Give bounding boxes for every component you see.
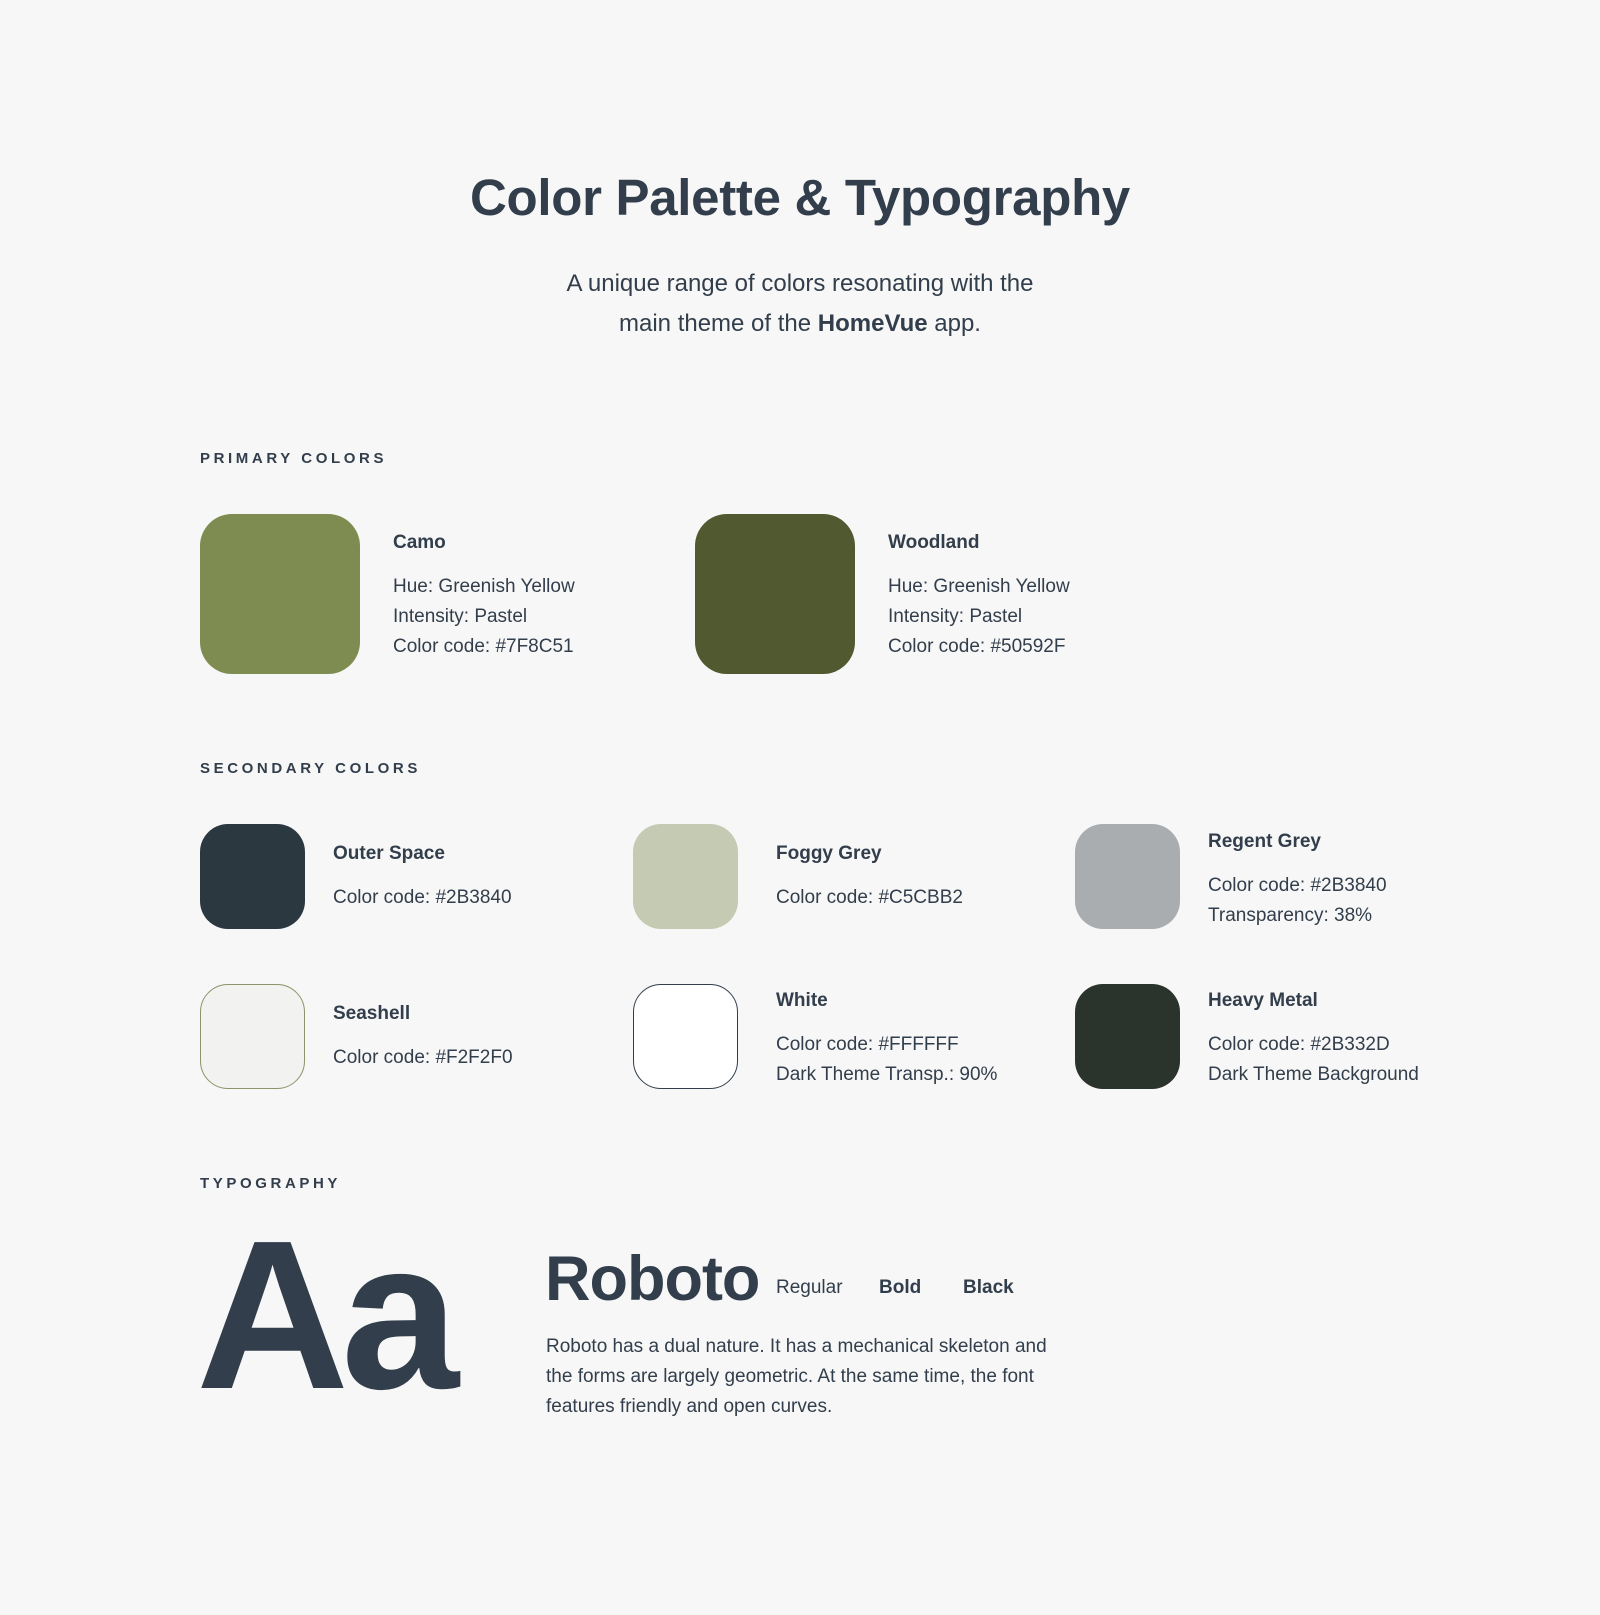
regent-grey-swatch xyxy=(1075,824,1180,929)
outer-space-swatch xyxy=(200,824,305,929)
font-name: Roboto xyxy=(545,1244,760,1314)
color-transparency: Dark Theme Transp.: 90% xyxy=(776,1064,998,1085)
color-name: Seashell xyxy=(333,1003,411,1024)
color-intensity: Intensity: Pastel xyxy=(888,606,1023,627)
color-name: Camo xyxy=(393,532,446,553)
font-description: Roboto has a dual nature. It has a mechanical skeleton and the forms are largely geometric. At the same time, the font features friendly and open curves. xyxy=(546,1336,1047,1417)
weight-regular: Regular xyxy=(776,1277,843,1298)
seashell-info xyxy=(333,999,513,1073)
secondary-colors-heading: SECONDARY COLORS xyxy=(200,760,421,777)
heavy-metal-info xyxy=(1208,986,1419,1090)
color-name: Heavy Metal xyxy=(1208,990,1318,1011)
outer-space-info xyxy=(333,839,512,913)
color-code: Color code: #7F8C51 xyxy=(393,636,574,657)
color-name: Foggy Grey xyxy=(776,843,882,864)
camo-info xyxy=(393,528,575,662)
color-transparency: Transparency: 38% xyxy=(1208,905,1373,926)
app-name: HomeVue xyxy=(817,310,928,337)
woodland-swatch xyxy=(695,514,855,674)
color-code: Color code: #2B3840 xyxy=(1208,875,1387,896)
weight-bold: Bold xyxy=(879,1277,922,1298)
camo-swatch xyxy=(200,514,360,674)
color-usage: Dark Theme Background xyxy=(1208,1064,1419,1085)
color-name: Woodland xyxy=(888,532,980,553)
color-intensity: Intensity: Pastel xyxy=(393,606,528,627)
page-title: Color Palette & Typography xyxy=(469,169,1130,226)
color-code: Color code: #F2F2F0 xyxy=(333,1047,513,1068)
type-specimen: Aa xyxy=(196,1196,452,1433)
color-code: Color code: #50592F xyxy=(888,636,1066,657)
color-code: Color code: #C5CBB2 xyxy=(776,887,963,908)
color-code: Color code: #2B3840 xyxy=(333,887,512,908)
regent-grey-info xyxy=(1208,827,1387,931)
typography-heading: TYPOGRAPHY xyxy=(200,1175,342,1192)
foggy-grey-info xyxy=(776,839,963,913)
weight-black: Black xyxy=(963,1277,1014,1298)
color-name: White xyxy=(776,990,828,1011)
woodland-info xyxy=(888,528,1070,662)
white-info xyxy=(776,986,997,1090)
color-hue: Hue: Greenish Yellow xyxy=(393,576,575,597)
subtitle-line-2-start: main theme of the xyxy=(619,310,818,337)
foggy-grey-swatch xyxy=(633,824,738,929)
color-name: Regent Grey xyxy=(1208,831,1321,852)
color-code: Color code: #2B332D xyxy=(1208,1034,1390,1055)
subtitle-line-2-end: app. xyxy=(927,310,981,337)
color-hue: Hue: Greenish Yellow xyxy=(888,576,1070,597)
white-swatch xyxy=(633,984,738,1089)
page-subtitle xyxy=(0,264,1600,344)
color-name: Outer Space xyxy=(333,843,445,864)
heavy-metal-swatch xyxy=(1075,984,1180,1089)
color-code: Color code: #FFFFFF xyxy=(776,1034,959,1055)
seashell-swatch xyxy=(200,984,305,1089)
subtitle-line-1: A unique range of colors resonating with the xyxy=(566,270,1034,297)
primary-colors-heading: PRIMARY COLORS xyxy=(200,450,388,467)
